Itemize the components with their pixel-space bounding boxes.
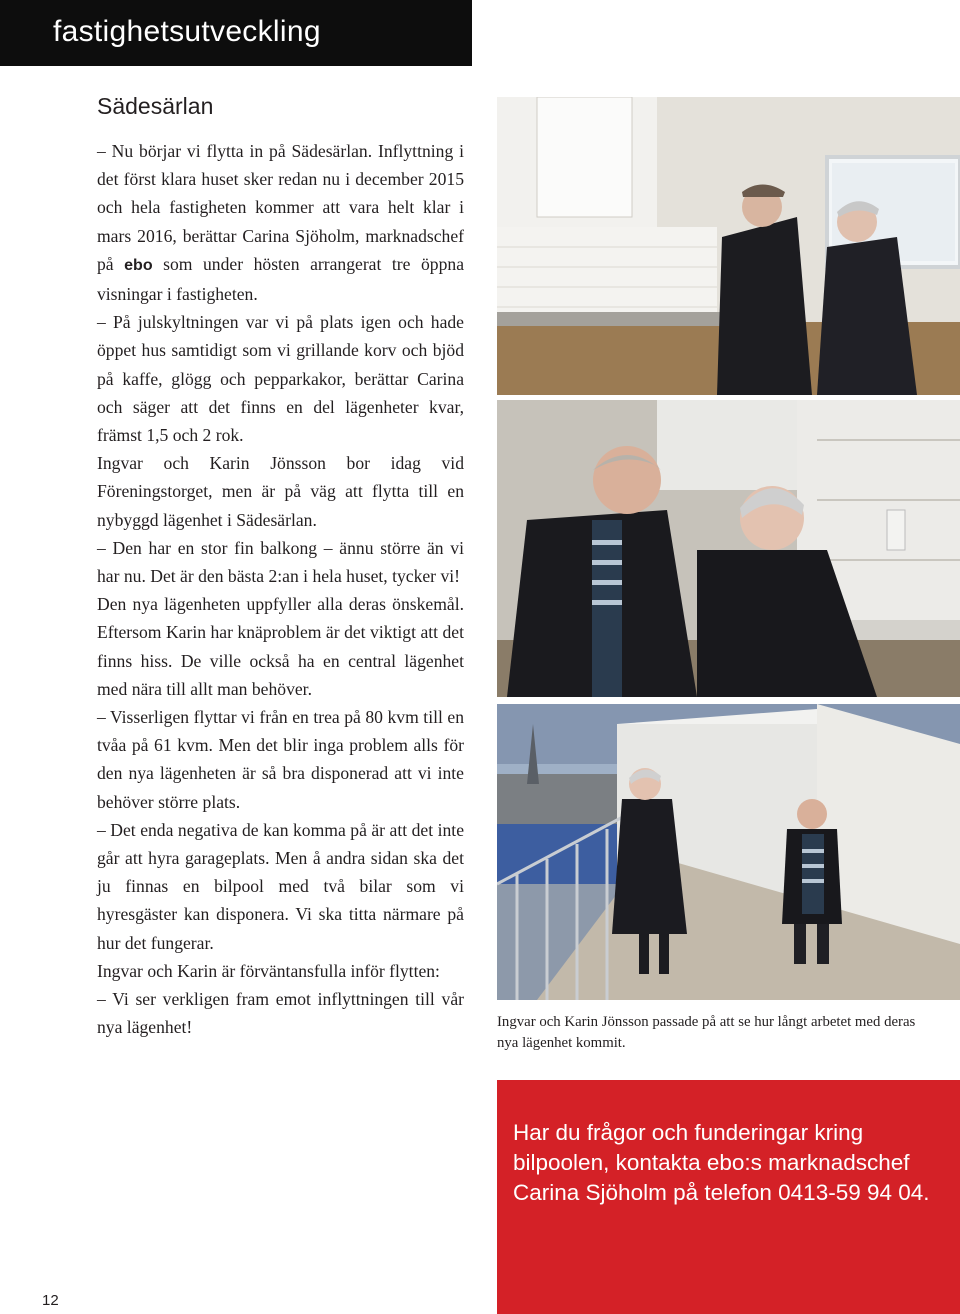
photo-caption: Ingvar och Karin Jönsson passade på att se hur långt arbetet med deras nya lägenhet kommit. xyxy=(497,1014,916,1051)
article-paragraph xyxy=(97,137,464,308)
photo-kitchen-cabinet xyxy=(497,97,960,395)
article-paragraph: Ingvar och Karin är förväntansfulla inför flytten: xyxy=(97,960,440,981)
article-paragraph: – Visserligen flyttar vi från en trea på 80 kvm till en tvåa på 61 kvm. Men det blir inga problem alls för den nya lägenheten är så bra disponerad att vi inte behöver större plats. xyxy=(97,707,464,812)
article-text: som under hösten arrangerat tre öppna visningar i fastigheten. xyxy=(97,253,464,305)
ebo-brand: ebo xyxy=(124,256,153,274)
photo-couple-kitchen xyxy=(497,400,960,697)
article-body xyxy=(97,137,464,1042)
article-paragraph: – Vi ser verkligen fram emot inflyttningen till vår nya lägenhet! xyxy=(97,989,464,1038)
article-paragraph: – Det enda negativa de kan komma på är att det inte går att hyra garageplats. Men å andra sidan ska det ju finnas en bilpool med två bilar som vi hyresgäster kan disponera. Vi ska titta närmare på hur det fungerar. xyxy=(97,819,464,953)
photo-balcony xyxy=(497,704,960,1000)
article-paragraph: – På julskyltningen var vi på plats igen och hade öppet hus samtidigt som vi grillande korv och bjöd på kaffe, glögg och pepparkakor, berättar Carina och säger att det finns en del lägenheter kvar, främst 1,5 och 2 rok. xyxy=(97,312,464,446)
info-box-text: Har du frågor och funderingar kring bilpoolen, kontakta ebo:s marknadschef Carina Sjöholm på telefon 0413-59 94 04. xyxy=(513,1120,930,1205)
info-box xyxy=(497,1080,960,1314)
article-paragraph: Ingvar och Karin Jönsson bor idag vid Föreningstorget, men är på väg att flytta till en nybyggd lägenhet i Sädesärlan. xyxy=(97,453,464,530)
article-paragraph: Den nya lägenheten uppfyller alla deras önskemål. Eftersom Karin har knäproblem är det viktigt att det finns hiss. De ville också ha en central lägenhet med nära till allt man behöver. xyxy=(97,594,464,699)
section-title: Sädesärlan xyxy=(97,93,214,119)
category-title: fastighetsutveckling xyxy=(53,15,321,48)
article-text: – Nu börjar vi flytta in på Sädesärlan. Inflyttning i det först klara huset sker redan nu i december 2015 och hela fastigheten kommer att vara helt klar i mars 2016, berättar Carina Sjöholm, marknadschef på xyxy=(97,141,464,274)
page-number: 12 xyxy=(42,1292,59,1309)
article-paragraph: – Den har en stor fin balkong – ännu större än vi har nu. Det är den bästa 2:an i hela huset, tycker vi! xyxy=(97,537,464,587)
header-bar xyxy=(0,0,472,66)
